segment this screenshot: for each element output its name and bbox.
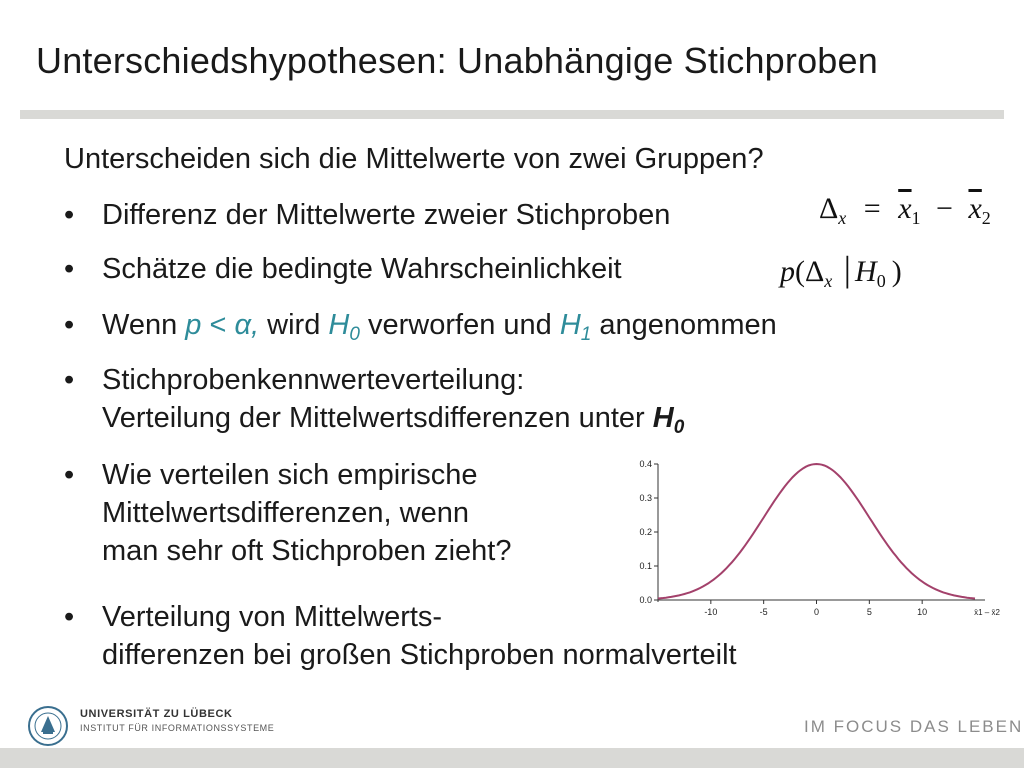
normal-distribution-chart xyxy=(620,455,1000,625)
bullet-symbol: • xyxy=(64,199,75,231)
y-tick-label: 0.4 xyxy=(639,459,652,469)
formula-conditional-probability: $p(\Delta_x$ | $H_0$ ) xyxy=(780,249,902,291)
bullet-symbol: • xyxy=(64,309,75,341)
institute-name: INSTITUT FÜR INFORMATIONSSYSTEME xyxy=(80,723,275,733)
slide-title: Unterschiedshypothesen: Unabhängige Stichproben xyxy=(36,40,878,81)
bullet-symbol: • xyxy=(64,253,75,285)
bullet-symbol: • xyxy=(64,459,75,491)
formula-mean-difference: $\Delta_x = \overline{x}_1 - \overline{x}_2$ xyxy=(815,192,997,226)
bullet-symbol: • xyxy=(64,364,75,396)
y-tick-label: 0.3 xyxy=(639,493,652,503)
x-tick-label: 0 xyxy=(813,607,820,617)
y-tick-label: 0.1 xyxy=(639,561,652,571)
bullet-text: Wenn p < α, wird $H_0$ verworfen und $H_1$ angenommen xyxy=(102,309,777,345)
y-tick-label: 0.2 xyxy=(639,527,652,537)
intro-question: Unterscheiden sich die Mittelwerte von zwei Gruppen? xyxy=(64,143,764,175)
x-tick-label: -5 xyxy=(759,607,768,617)
x-tick-label: -10 xyxy=(704,607,718,617)
bullet-text: Wie verteilen sich empirische Mittelwertsdifferenzen, wenn man sehr oft Stichproben zieht? xyxy=(102,459,512,567)
footer-band xyxy=(0,748,1024,768)
x-tick-label: 5 xyxy=(866,607,872,617)
title-divider xyxy=(20,110,1004,119)
x-axis-label: x̄1 – x̄2 xyxy=(974,608,1000,617)
bullet-text: Schätze die bedingte Wahrscheinlichkeit xyxy=(102,253,622,285)
bullet-text: Verteilung von Mittelwerts- differenzen bei großen Stichproben normalverteilt xyxy=(102,601,737,671)
y-tick-label: 0.0 xyxy=(639,595,652,605)
bullet-symbol: • xyxy=(64,601,75,633)
university-name: UNIVERSITÄT ZU LÜBECK xyxy=(80,708,233,720)
university-seal-icon xyxy=(26,704,74,748)
density-curve xyxy=(658,464,975,599)
x-tick-label: 10 xyxy=(917,607,928,617)
footer-motto: IM FOCUS DAS LEBEN xyxy=(804,717,1024,736)
bullet-text: Differenz der Mittelwerte zweier Stichproben xyxy=(102,199,671,231)
bullet-text: Stichprobenkennwerteverteilung: Verteilung der Mittelwertsdifferenzen unter $H_0$ xyxy=(102,364,685,438)
